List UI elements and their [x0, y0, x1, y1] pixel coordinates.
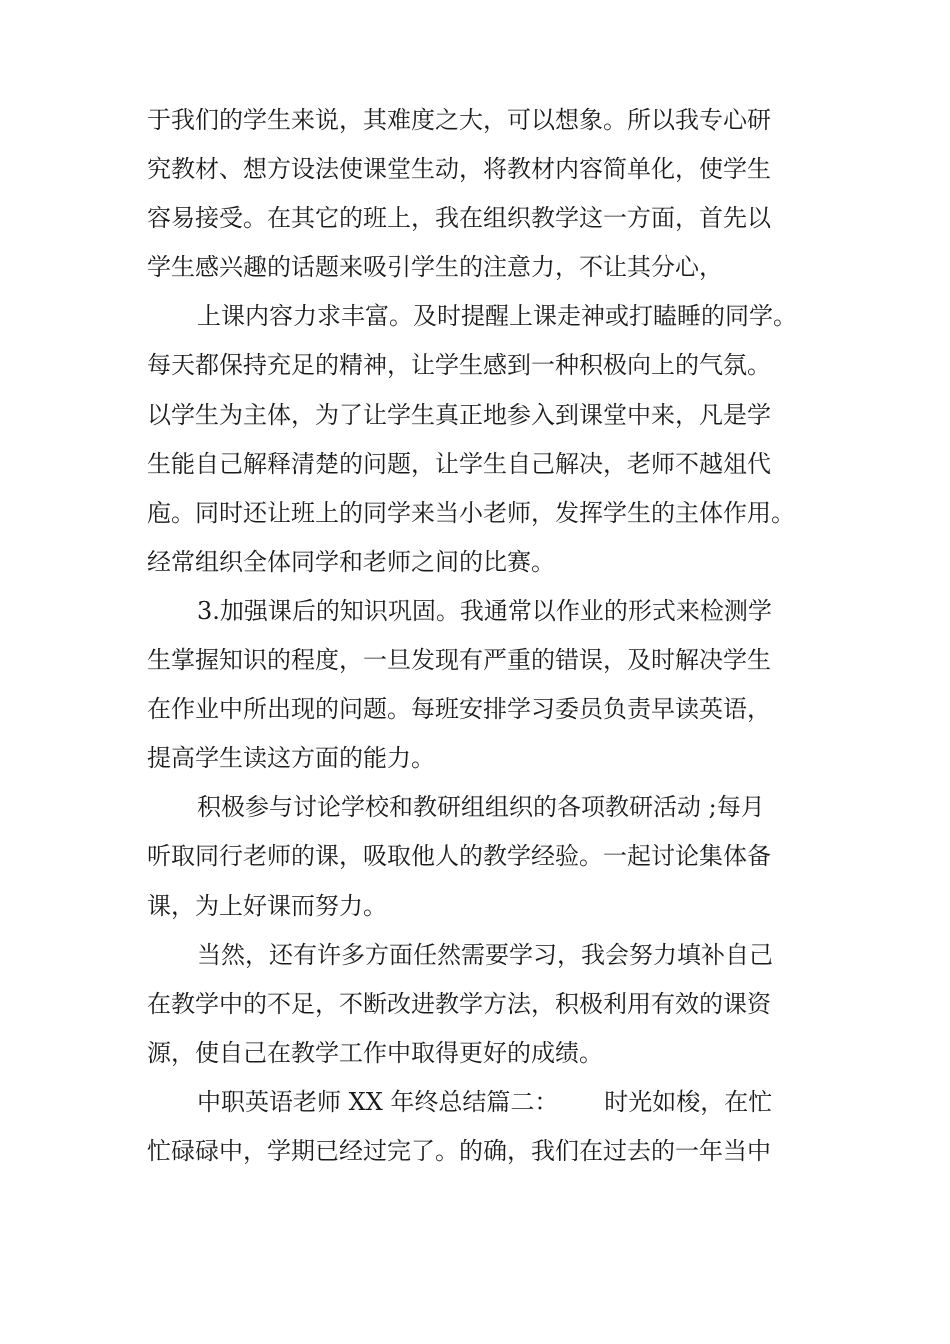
paragraph-first-line: 当然，还有许多方面任然需要学习，我会努力填补自己 — [197, 940, 773, 969]
text-line: 课，为上好课而努力。 — [147, 891, 387, 920]
text-line: 庖。同时还让班上的同学来当小老师，发挥学生的主体作用。 — [147, 498, 795, 527]
text-line: 在教学中的不足，不断改进教学方法，积极利用有效的课资 — [147, 989, 771, 1018]
text-line: 于我们的学生来说，其难度之大，可以想象。所以我专心研 — [147, 106, 771, 134]
text-line: 以学生为主体，为了让学生真正地参入到课堂中来，凡是学 — [147, 400, 771, 429]
text-line: 每天都保持充足的精神，让学生感到一种积极向上的气氛。 — [147, 351, 771, 380]
text-line: 在作业中所出现的问题。每班安排学习委员负责早读英语， — [147, 695, 771, 724]
text-line: 容易接受。在其它的班上，我在组织教学这一方面，首先以 — [147, 204, 771, 233]
paragraph-first-line: 3.加强课后的知识巩固。我通常以作业的形式来检测学 — [197, 596, 772, 625]
text-line: 生掌握知识的程度，一旦发现有严重的错误，及时解决学生 — [147, 646, 771, 675]
paragraph-first-line: 积极参与讨论学校和教研组组织的各项教研活动 ;每月 — [197, 793, 765, 822]
text-line: 忙碌碌中，学期已经过完了。的确，我们在过去的一年当中 — [147, 1136, 771, 1165]
document-body — [147, 96, 817, 1176]
text-line: 究教材、想方设法使课堂生动，将教材内容简单化，使学生 — [147, 155, 771, 184]
text-line: 提高学生读这方面的能力。 — [147, 744, 435, 773]
text-line: 源，使自己在教学工作中取得更好的成绩。 — [147, 1038, 603, 1067]
text-line: 听取同行老师的课，吸取他人的教学经验。一起讨论集体备 — [147, 842, 771, 871]
text-line: 学生感兴趣的话题来吸引学生的注意力，不让其分心， — [147, 253, 723, 282]
section-heading-line: 中职英语老师 XX 年终总结篇二： 时光如梭，在忙 — [197, 1087, 773, 1116]
text-line: 生能自己解释清楚的问题，让学生自己解决，老师不越俎代 — [147, 449, 771, 478]
paragraph-first-line: 上课内容力求丰富。及时提醒上课走神或打瞌睡的同学。 — [197, 302, 797, 331]
text-line: 经常组织全体同学和老师之间的比赛。 — [147, 547, 555, 576]
